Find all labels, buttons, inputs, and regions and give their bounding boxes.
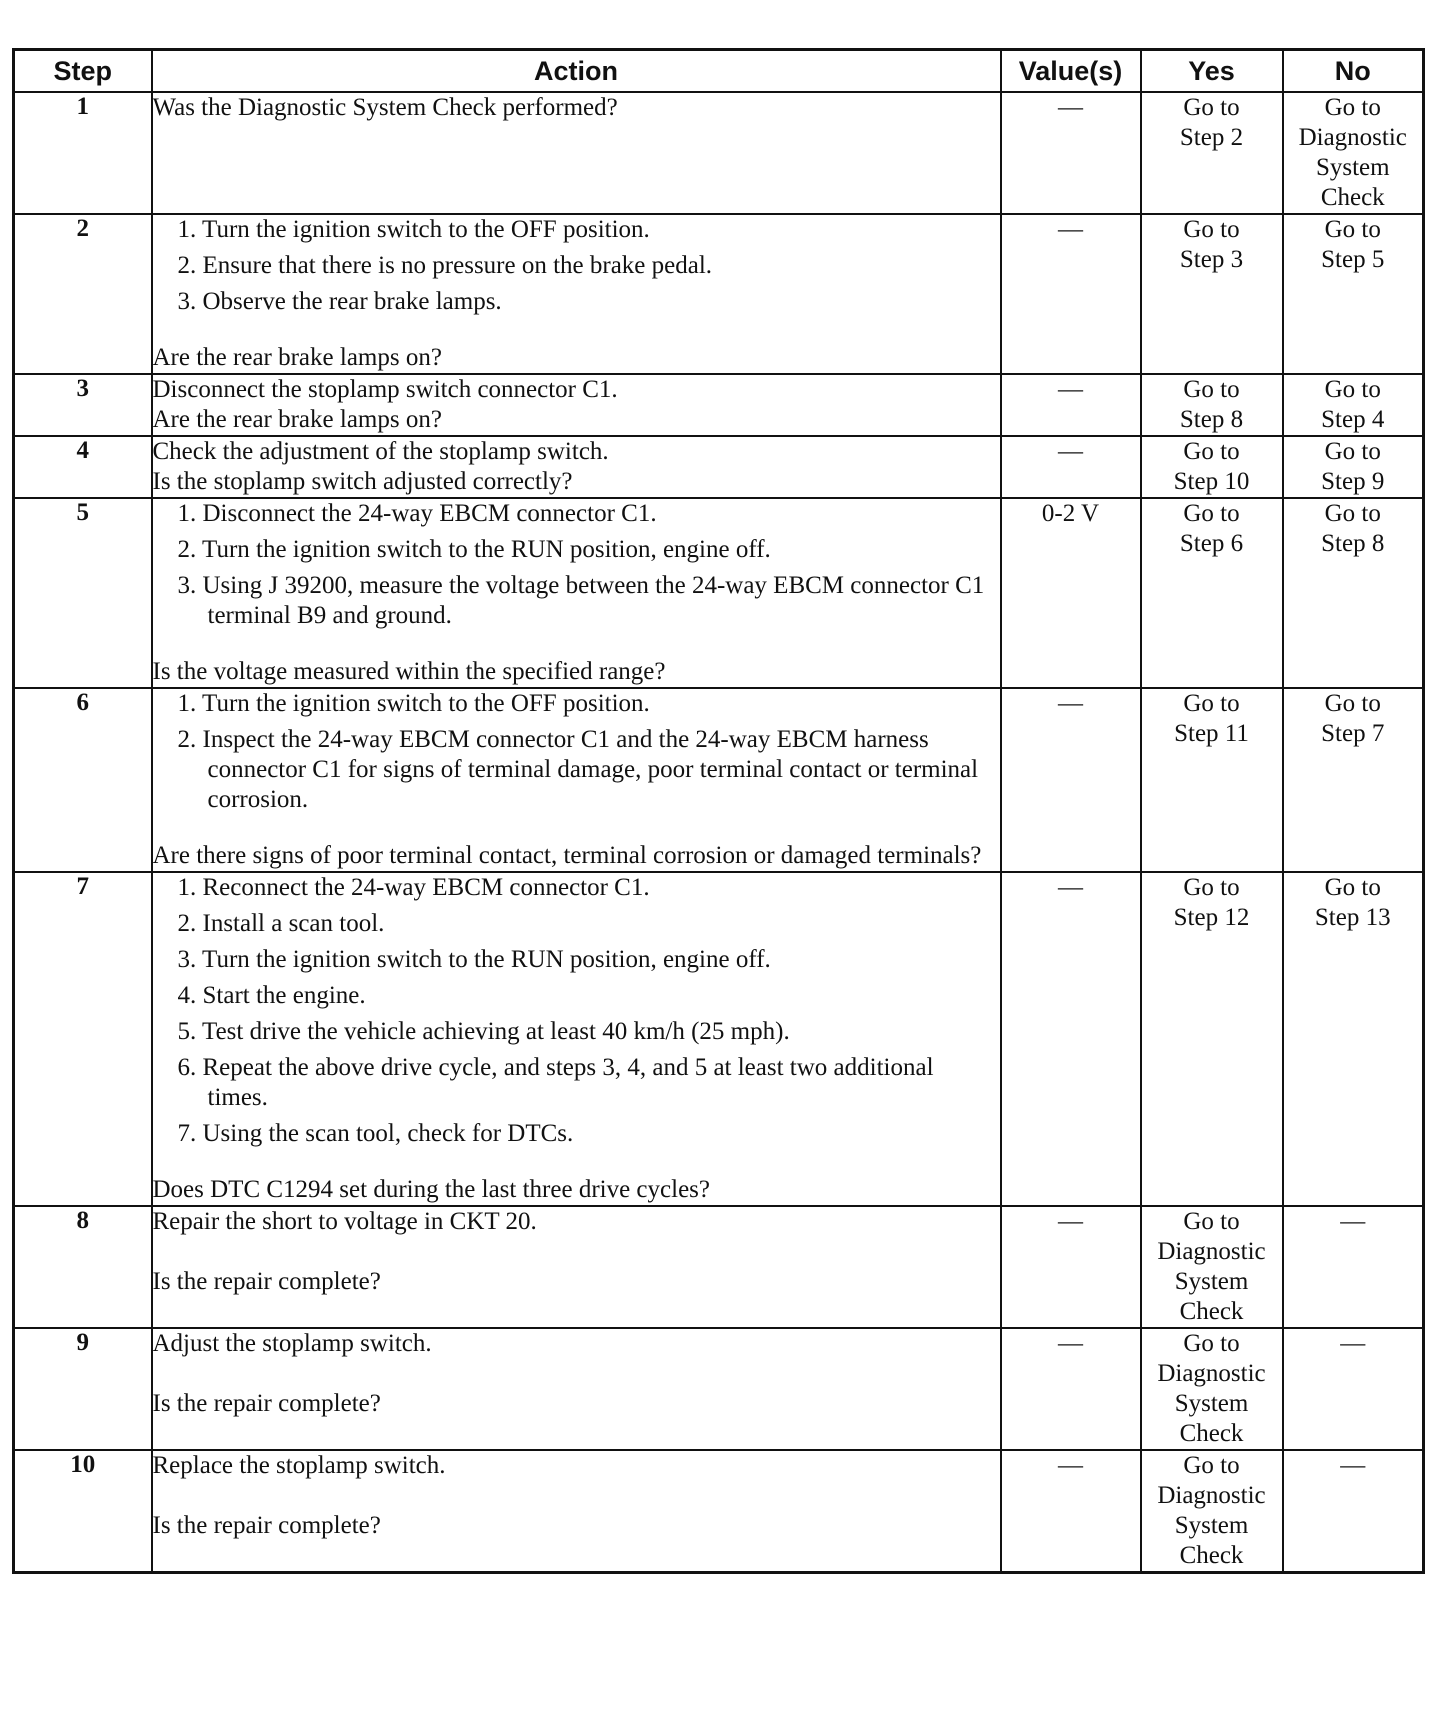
table-row [14, 1206, 1424, 1328]
yes-text: Go to [1183, 376, 1240, 403]
action-cell [152, 1206, 1001, 1328]
yes-text: System [1174, 1512, 1249, 1539]
action-step-item: 3. Using J 39200, measure the voltage between the 24-way EBCM connector C1 terminal B9 and ground. [177, 572, 985, 629]
action-question: Is the voltage measured within the specified range? [152, 658, 666, 685]
yes-text: Go to [1183, 500, 1240, 527]
action-cell [152, 374, 1001, 436]
action-step-item: 1. Reconnect the 24-way EBCM connector C1. [177, 874, 650, 901]
no-cell [1283, 1328, 1424, 1450]
action-step-item: 2. Ensure that there is no pressure on the brake pedal. [177, 252, 713, 279]
no-text: Diagnostic [1298, 124, 1407, 151]
step-number: 3 [14, 374, 152, 436]
table-row [14, 872, 1424, 1206]
action-intro: Adjust the stoplamp switch. [152, 1330, 432, 1357]
action-question: Are there signs of poor terminal contact, terminal corrosion or damaged terminals? [152, 842, 982, 869]
yes-cell [1141, 1450, 1283, 1573]
action-cell [152, 436, 1001, 498]
yes-text: Diagnostic [1157, 1482, 1266, 1509]
table-row [14, 1328, 1424, 1450]
yes-text: Step 12 [1173, 904, 1250, 931]
yes-text: System [1174, 1390, 1249, 1417]
no-cell [1283, 498, 1424, 688]
action-step-item: 3. Turn the ignition switch to the RUN position, engine off. [177, 946, 771, 973]
action-question: Is the repair complete? [152, 1512, 381, 1539]
action-cell [152, 498, 1001, 688]
no-text: Go to [1324, 438, 1381, 465]
header-no: No [1283, 50, 1424, 93]
no-text: — [1340, 1452, 1366, 1479]
yes-cell [1141, 1328, 1283, 1450]
yes-cell [1141, 374, 1283, 436]
no-cell [1283, 214, 1424, 374]
action-cell [152, 92, 1001, 214]
yes-text: Check [1179, 1542, 1244, 1569]
table-row [14, 214, 1424, 374]
yes-text: Step 6 [1179, 530, 1244, 557]
value-cell: — [1001, 1206, 1141, 1328]
action-cell [152, 214, 1001, 374]
action-intro: Repair the short to voltage in CKT 20. [152, 1208, 537, 1235]
no-cell [1283, 1206, 1424, 1328]
value-cell: — [1001, 1450, 1141, 1573]
no-cell [1283, 374, 1424, 436]
no-text: Step 8 [1321, 530, 1385, 557]
value-cell: — [1001, 436, 1141, 498]
diagnostic-table [12, 48, 1425, 1574]
action-intro: Replace the stoplamp switch. [152, 1452, 446, 1479]
step-number: 4 [14, 436, 152, 498]
yes-text: Check [1179, 1420, 1244, 1447]
yes-text: Go to [1183, 94, 1240, 121]
yes-cell [1141, 872, 1283, 1206]
no-text: Go to [1324, 376, 1381, 403]
yes-text: Diagnostic [1157, 1360, 1266, 1387]
action-steps-list [153, 873, 1000, 1149]
action-cell [152, 1450, 1001, 1573]
yes-text: Go to [1183, 1330, 1240, 1357]
action-step-item: 4. Start the engine. [177, 982, 366, 1009]
action-question: Is the repair complete? [152, 1268, 381, 1295]
no-cell [1283, 92, 1424, 214]
step-number: 5 [14, 498, 152, 688]
value-cell: — [1001, 92, 1141, 214]
no-text: Step 9 [1321, 468, 1385, 495]
action-steps-list [153, 689, 1000, 815]
yes-text: Step 3 [1179, 246, 1244, 273]
action-intro: Check the adjustment of the stoplamp switch. [152, 438, 609, 465]
yes-cell [1141, 498, 1283, 688]
no-text: — [1340, 1330, 1366, 1357]
action-step-item: 2. Turn the ignition switch to the RUN position, engine off. [177, 536, 771, 563]
action-steps-list [153, 499, 1000, 631]
table-header-row [14, 50, 1424, 93]
yes-text: System [1174, 1268, 1249, 1295]
table-row [14, 498, 1424, 688]
no-text: Go to [1324, 874, 1381, 901]
action-cell [152, 688, 1001, 872]
yes-text: Go to [1183, 1452, 1240, 1479]
step-number: 6 [14, 688, 152, 872]
no-text: Step 4 [1321, 406, 1385, 433]
table-row [14, 688, 1424, 872]
no-cell [1283, 688, 1424, 872]
step-number: 7 [14, 872, 152, 1206]
no-text: Go to [1324, 216, 1381, 243]
diagnostic-table-container [12, 48, 1422, 1574]
no-text: System [1315, 154, 1390, 181]
header-values: Value(s) [1001, 50, 1141, 93]
action-question: Is the stoplamp switch adjusted correctly? [152, 468, 573, 495]
action-question: Is the repair complete? [152, 1390, 381, 1417]
no-text: Step 5 [1321, 246, 1385, 273]
action-question: Are the rear brake lamps on? [152, 344, 442, 371]
step-number: 2 [14, 214, 152, 374]
no-cell [1283, 436, 1424, 498]
value-cell: — [1001, 374, 1141, 436]
no-text: Go to [1324, 94, 1381, 121]
yes-cell [1141, 688, 1283, 872]
yes-text: Step 11 [1174, 720, 1249, 747]
table-row [14, 374, 1424, 436]
yes-text: Step 10 [1173, 468, 1250, 495]
yes-cell [1141, 214, 1283, 374]
step-number: 10 [14, 1450, 152, 1573]
yes-text: Go to [1183, 690, 1240, 717]
yes-text: Go to [1183, 438, 1240, 465]
header-yes: Yes [1141, 50, 1283, 93]
action-step-item: 2. Inspect the 24-way EBCM connector C1 and the 24-way EBCM harness connector C1 for signs of terminal damage, poor terminal contact or terminal corrosion. [177, 726, 979, 813]
yes-text: Step 2 [1179, 124, 1244, 151]
no-cell [1283, 1450, 1424, 1573]
action-step-item: 3. Observe the rear brake lamps. [177, 288, 502, 315]
yes-text: Check [1179, 1298, 1244, 1325]
header-action: Action [152, 50, 1001, 93]
step-number: 8 [14, 1206, 152, 1328]
no-text: Go to [1324, 690, 1381, 717]
no-text: Check [1320, 184, 1385, 211]
action-step-item: 1. Disconnect the 24-way EBCM connector C1. [177, 500, 657, 527]
no-text: Step 13 [1314, 904, 1391, 931]
header-step: Step [14, 50, 152, 93]
action-intro: Disconnect the stoplamp switch connector C1. [152, 376, 618, 403]
action-step-item: 2. Install a scan tool. [177, 910, 385, 937]
yes-text: Go to [1183, 216, 1240, 243]
action-step-item: 5. Test drive the vehicle achieving at least 40 km/h (25 mph). [177, 1018, 790, 1045]
yes-cell [1141, 436, 1283, 498]
action-steps-list [153, 215, 1000, 317]
step-number: 9 [14, 1328, 152, 1450]
action-question: Are the rear brake lamps on? [152, 406, 442, 433]
action-question: Does DTC C1294 set during the last three drive cycles? [152, 1176, 710, 1203]
value-cell: — [1001, 688, 1141, 872]
no-text: Go to [1324, 500, 1381, 527]
yes-cell [1141, 1206, 1283, 1328]
value-cell: 0-2 V [1001, 498, 1141, 688]
action-cell [152, 872, 1001, 1206]
table-body [14, 92, 1424, 1573]
table-row [14, 436, 1424, 498]
yes-text: Go to [1183, 874, 1240, 901]
no-text: Step 7 [1321, 720, 1385, 747]
table-row [14, 1450, 1424, 1573]
step-number: 1 [14, 92, 152, 214]
action-cell [152, 1328, 1001, 1450]
action-step-item: 6. Repeat the above drive cycle, and steps 3, 4, and 5 at least two additional times. [177, 1054, 934, 1111]
action-step-item: 1. Turn the ignition switch to the OFF position. [177, 216, 650, 243]
action-step-item: 7. Using the scan tool, check for DTCs. [177, 1120, 574, 1147]
action-intro: Was the Diagnostic System Check performed? [152, 94, 618, 121]
action-step-item: 1. Turn the ignition switch to the OFF position. [177, 690, 650, 717]
yes-text: Go to [1183, 1208, 1240, 1235]
value-cell: — [1001, 214, 1141, 374]
yes-text: Diagnostic [1157, 1238, 1266, 1265]
yes-text: Step 8 [1179, 406, 1244, 433]
no-cell [1283, 872, 1424, 1206]
value-cell: — [1001, 872, 1141, 1206]
no-text: — [1340, 1208, 1366, 1235]
value-cell: — [1001, 1328, 1141, 1450]
yes-cell [1141, 92, 1283, 214]
table-row [14, 92, 1424, 214]
